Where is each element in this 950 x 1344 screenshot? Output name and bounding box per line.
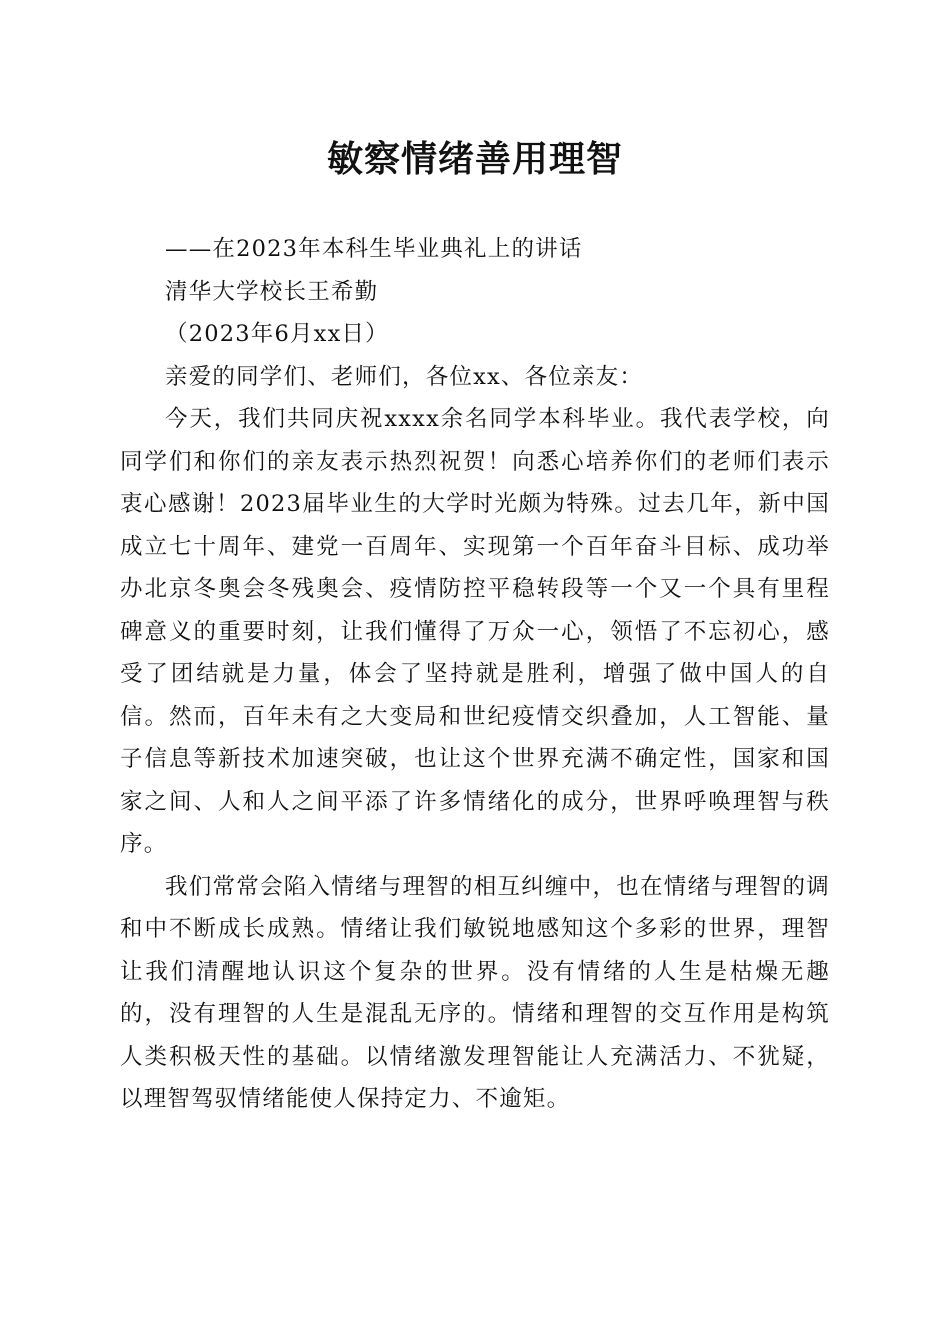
- body-paragraph: 今天，我们共同庆祝xxxx余名同学本科毕业。我代表学校，向同学们和你们的亲友表示热烈祝贺！向悉心培养你们的老师们表示衷心感谢！2023届毕业生的大学时光颇为特殊。过去几年，新中国成立七十周年、建党一百周年、实现第一个百年奋斗目标、成功举办北京冬奥会冬残奥会、疫情防控平稳转段等一个又一个具有里程碑意义的重要时刻，让我们懂得了万众一心，领悟了不忘初心，感受了团结就是力量，体会了坚持就是胜利，增强了做中国人的自信。然而，百年未有之大变局和世纪疫情交织叠加，人工智能、量子信息等新技术加速突破，也让这个世界充满不确定性，国家和国家之间、人和人之间平添了许多情绪化的成分，世界呼唤理智与秩序。: [120, 406, 830, 857]
- speaker-line: 清华大学校长王希勤: [165, 278, 379, 305]
- document-body: [120, 228, 830, 1121]
- salutation: 亲爱的同学们、老师们，各位xx、各位亲友：: [165, 363, 644, 390]
- body-paragraph: 我们常常会陷入情绪与理智的相互纠缠中，也在情绪与理智的调和中不断成长成熟。情绪让我们敏锐地感知这个多彩的世界，理智让我们清醒地认识这个复杂的世界。没有情绪的人生是枯燥无趣的，没有理智的人生是混乱无序的。情绪和理智的交互作用是构筑人类积极天性的基础。以情绪激发理智能让人充满活力、不犹疑，以理智驾驭情绪能使人保持定力、不逾矩。: [120, 873, 830, 1112]
- document-title: 敏察情绪善用理智: [326, 138, 623, 180]
- document-subtitle: ——在2023年本科生毕业典礼上的讲话: [165, 236, 583, 262]
- date-line: （2023年6月xx日）: [165, 321, 389, 347]
